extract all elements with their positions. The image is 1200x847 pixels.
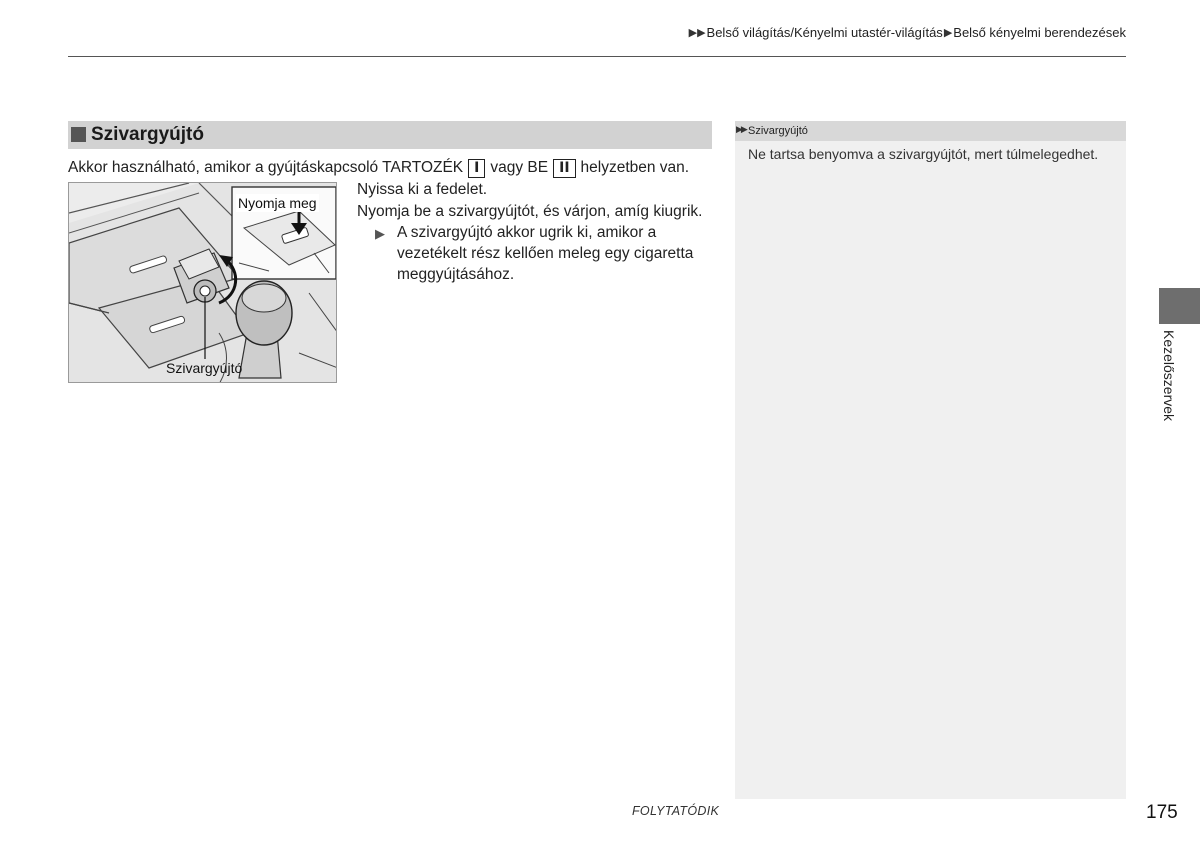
breadcrumb-arrow-icon: ▶▶	[688, 27, 706, 39]
intro-text	[68, 158, 689, 178]
breadcrumb-arrow-icon: ▶	[943, 27, 953, 39]
push-callout-label: Nyomja meg	[238, 195, 317, 211]
note-arrow-icon: ▶	[375, 226, 385, 241]
page-number: 175	[1146, 802, 1178, 823]
note-line: meggyújtásához.	[397, 266, 515, 283]
chapter-tab-label	[1158, 330, 1180, 440]
ignition-position-on-icon: II	[553, 159, 575, 178]
cigarette-lighter-illustration	[68, 182, 337, 383]
breadcrumb	[689, 25, 1126, 40]
intro-before: Akkor használható, amikor a gyújtáskapcsoló TARTOZÉK	[68, 159, 464, 176]
header-divider	[68, 56, 1126, 57]
step-push-lighter: Nyomja be a szivargyújtót, és várjon, amíg kiugrik.	[357, 203, 703, 220]
section-square-icon	[71, 127, 86, 142]
section-title: Szivargyújtó	[91, 124, 204, 145]
breadcrumb-item-lighting[interactable]: Belső világítás/Kényelmi utastér-világítás	[706, 25, 943, 40]
intro-after: helyzetben van.	[580, 159, 690, 176]
sidebar-note: Ne tartsa benyomva a szivargyújtót, mert túlmelegedhet.	[748, 146, 1099, 162]
continue-indicator: FOLYTATÓDIK	[632, 804, 720, 818]
double-arrow-icon: ▶▶	[736, 124, 746, 134]
console-drawing	[69, 183, 337, 383]
lighter-callout-label: Szivargyújtó	[166, 360, 243, 376]
note-line: A szivargyújtó akkor ugrik ki, amikor a	[397, 224, 657, 241]
intro-middle: vagy BE	[490, 159, 549, 176]
breadcrumb-item-comfort[interactable]: Belső kényelmi berendezések	[953, 25, 1126, 40]
step-open-lid: Nyissa ki a fedelet.	[357, 181, 488, 198]
sidebar-heading: Szivargyújtó	[748, 125, 808, 137]
note-line: vezetékelt rész kellően meleg egy cigaretta	[397, 245, 694, 262]
ignition-position-accessory-icon: I	[468, 159, 485, 178]
chapter-tab-text: Kezelőszervek	[1161, 330, 1177, 422]
sidebar-panel	[735, 121, 1126, 799]
chapter-tab[interactable]	[1159, 288, 1200, 324]
